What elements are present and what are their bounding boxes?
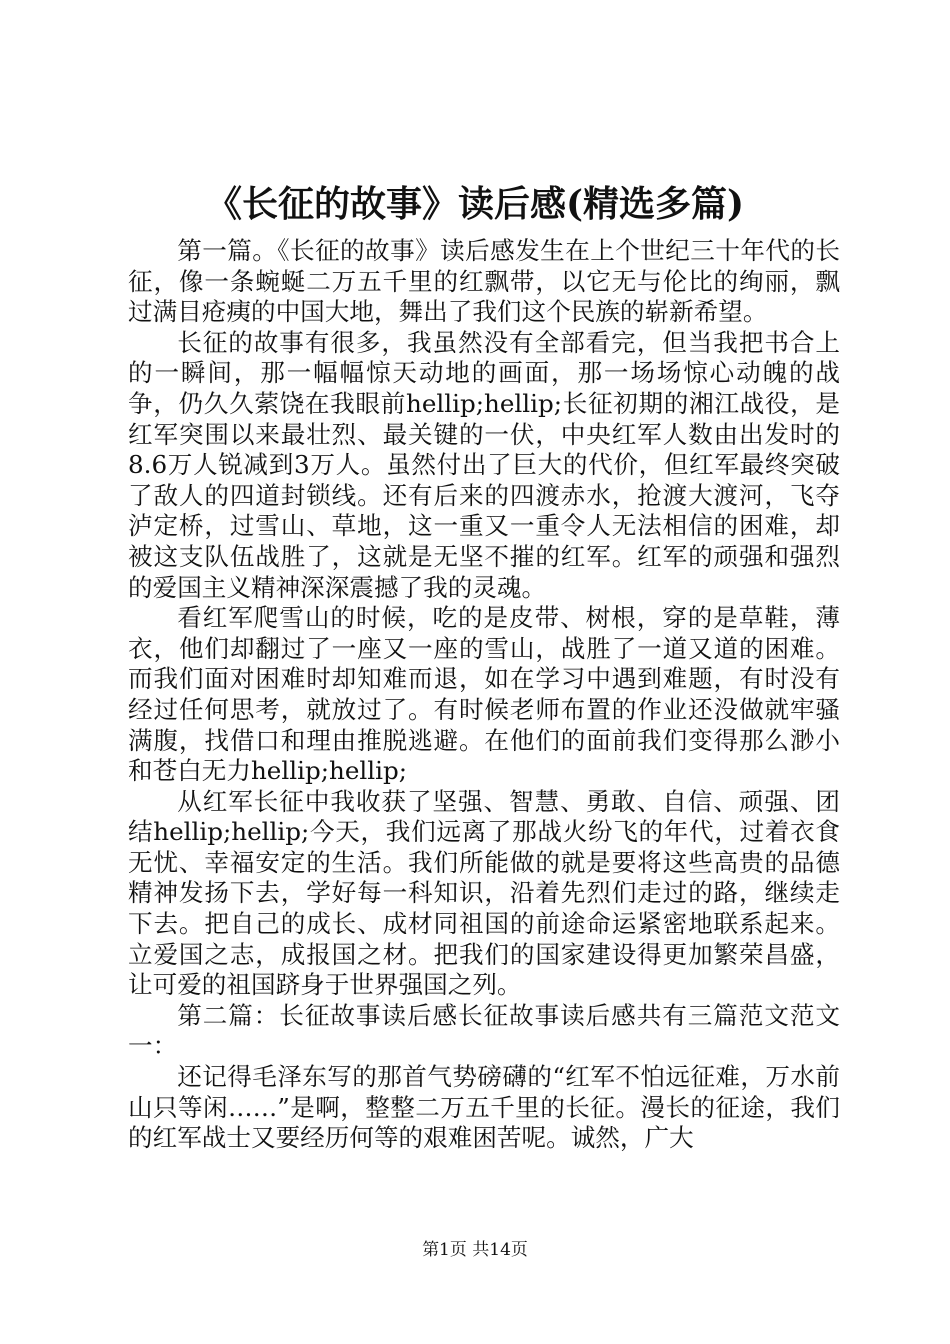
- paragraph-2: 长征的故事有很多，我虽然没有全部看完，但当我把书合上的一瞬间，那一幅幅惊天动地的画面，那一场场惊心动魄的战争，仍久久萦饶在我眼前hellip;hellip;长征初期的湘江战役，是红军突围以来最壮烈、最关键的一伏，中央红军人数由出发时的8.6万人锐减到3万人。虽然付出了巨大的代价，但红军最终突破了敌人的四道封锁线。还有后来的四渡赤水，抢渡大渡河，飞夺泸定桥，过雪山、草地，这一重又一重令人无法相信的困难，却被这支队伍战胜了，这就是无坚不摧的红军。红军的顽强和强烈的爱国主义精神深深震撼了我的灵魂。: [128, 327, 840, 602]
- paragraph-3: 看红军爬雪山的时候，吃的是皮带、树根，穿的是草鞋，薄衣，他们却翻过了一座又一座的雪山，战胜了一道又道的困难。而我们面对困难时却知难而退，如在学习中遇到难题，有时没有经过任何思考，就放过了。有时候老师布置的作业还没做就牢骚满腹，找借口和理由推脱逃避。在他们的面前我们变得那么渺小和苍白无力hellip;hellip;: [128, 603, 840, 786]
- document-body: [128, 236, 840, 1154]
- page-footer: 第1页 共14页: [422, 1240, 528, 1260]
- paragraph-1: 第一篇。《长征的故事》读后感发生在上个世纪三十年代的长征，像一条蜿蜒二万五千里的红飘带，以它无与伦比的绚丽，飘过满目疮痍的中国大地，舞出了我们这个民族的崭新希望。: [128, 236, 840, 327]
- paragraph-4: 从红军长征中我收获了坚强、智慧、勇敢、自信、顽强、团结hellip;hellip;今天，我们远离了那战火纷飞的年代，过着衣食无忧、幸福安定的生活。我们所能做的就是要将这些高贵的品德精神发扬下去，学好每一科知识，沿着先烈们走过的路，继续走下去。把自己的成长、成材同祖国的前途命运紧密地联系起来。立爱国之志，成报国之材。把我们的国家建设得更加繁荣昌盛，让可爱的祖国跻身于世界强国之列。: [128, 786, 840, 1000]
- paragraph-6: 还记得毛泽东写的那首气势磅礴的“红军不怕远征难，万水前山只等闲……”是啊，整整二万五千里的长征。漫长的征途，我们的红军战士又要经历何等的艰难困苦呢。诚然，广大: [128, 1062, 840, 1153]
- document-title: 《长征的故事》读后感(精选多篇): [205, 183, 745, 225]
- paragraph-5: 第二篇：长征故事读后感长征故事读后感共有三篇范文范文一：: [128, 1000, 840, 1061]
